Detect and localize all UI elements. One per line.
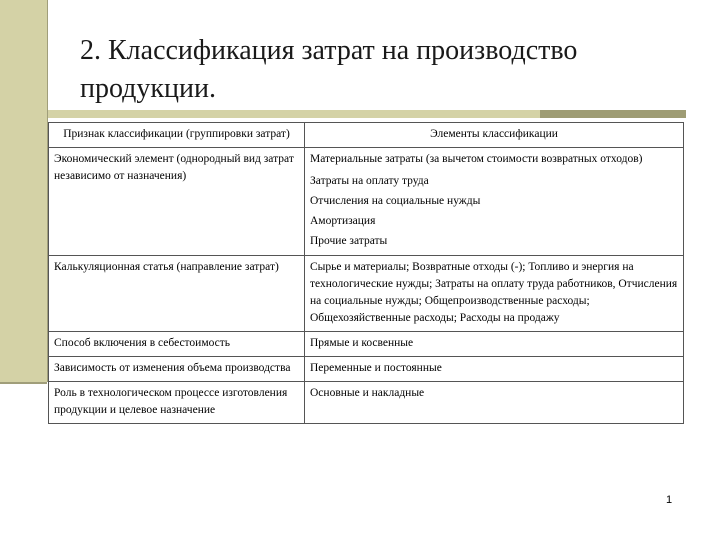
row-elements: Основные и накладные — [305, 382, 684, 424]
table-row — [49, 148, 684, 256]
row-elements: Прямые и косвенные — [305, 332, 684, 357]
classification-table — [48, 122, 684, 424]
table-header-row — [49, 123, 684, 148]
row-elements — [305, 148, 684, 256]
element-item: Амортизация — [310, 215, 376, 227]
table-row — [49, 256, 684, 332]
page-number: 1 — [666, 494, 673, 506]
sidebar-divider — [0, 382, 47, 384]
header-elements: Элементы классификации — [305, 123, 684, 148]
table-row — [49, 382, 684, 424]
row-criterion: Зависимость от изменения объема производства — [49, 357, 305, 382]
title-underline-accent — [540, 110, 686, 118]
title-underline — [48, 110, 540, 118]
sidebar-decoration — [0, 0, 47, 382]
row-elements: Сырье и материалы; Возвратные отходы (-); Топливо и энергия на технологические нужды; Затраты на оплату труда работников, Отчисления на социальные нужды; Общепроизводственные расходы; Общехозяйственные расходы; Расходы на продажу — [305, 256, 684, 332]
header-criterion: Признак классификации (группировки затрат) — [49, 123, 305, 148]
row-criterion: Калькуляционная статья (направление затрат) — [49, 256, 305, 332]
table-row — [49, 332, 684, 357]
row-criterion: Роль в технологическом процессе изготовления продукции и целевое назначение — [49, 382, 305, 424]
element-item: Затраты на оплату труда — [310, 175, 429, 187]
row-criterion: Экономический элемент (однородный вид затрат независимо от назначения) — [49, 148, 305, 256]
element-item: Отчисления на социальные нужды — [310, 195, 481, 207]
element-item: Материальные затраты (за вычетом стоимости возвратных отходов) — [310, 153, 643, 165]
slide-title: 2. Классификация затрат на производство продукции. — [80, 35, 578, 104]
element-item: Прочие затраты — [310, 235, 388, 247]
table-row — [49, 357, 684, 382]
row-elements: Переменные и постоянные — [305, 357, 684, 382]
row-criterion: Способ включения в себестоимость — [49, 332, 305, 357]
